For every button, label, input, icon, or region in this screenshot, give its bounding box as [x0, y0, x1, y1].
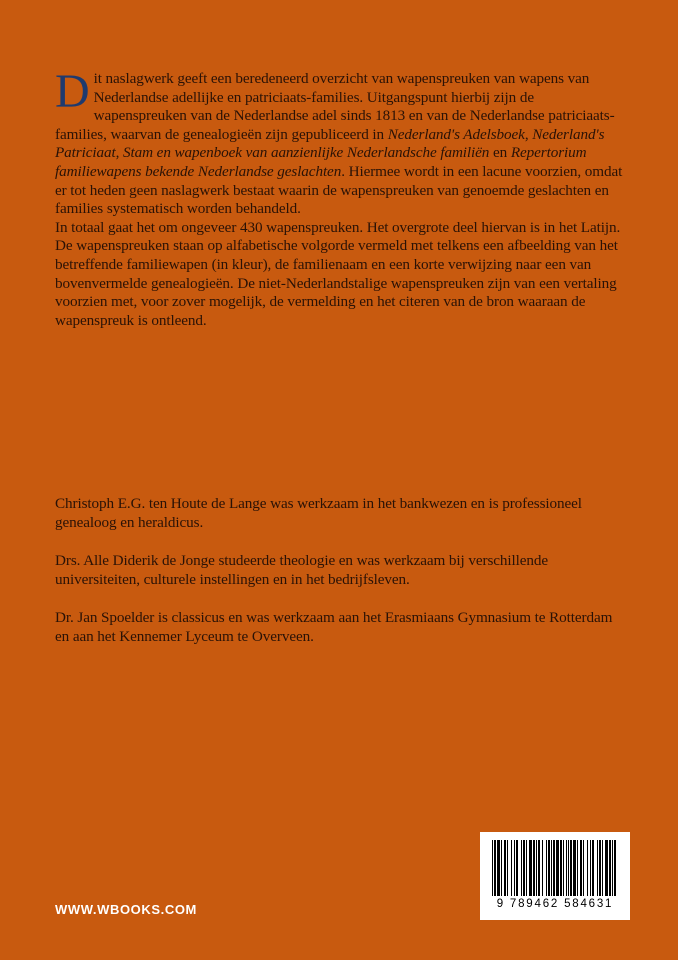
author-bio-spoelder: Dr. Jan Spoelder is classicus en was werkzaam aan het Erasmiaans Gymnasium te Rotterdam en aan het Kennemer Lyceum te Overveen.	[55, 609, 613, 645]
blurb-text-b: . Hiermee wordt in een lacune voorzien, omdat er tot heden geen naslagwerk bestaat waarin de wapenspreuken van genoemde geslachten en families systematisch worden behandeld.	[55, 162, 623, 218]
barcode-icon	[492, 840, 618, 896]
isbn-number: 9 789462 584631	[496, 898, 614, 910]
book-title-patriciaat: Nederland's Patriciaat	[55, 125, 605, 162]
author-bios	[55, 495, 630, 667]
author-bio-de-jonge: Drs. Alle Diderik de Jonge studeerde theologie en was werkzaam bij verschillende universiteiten, culturele instellingen en in het bedrijfsleven.	[55, 552, 549, 588]
book-title-repertorium: Repertorium familiewapens bekende Nederlandse geslachten	[55, 144, 587, 180]
isbn-barcode	[480, 832, 630, 920]
separator: en	[489, 144, 511, 162]
blurb-text-a: it naslagwerk geeft een beredeneerd overzicht van wapenspreuken van wapens van Nederlandse adellijke en patriciaats-families. Uitgangspunt hierbij zijn de wapenspreuken van de Nederlandse adel sinds 1813 en van de Nederlandse patriciaats-families, waarvan de genealogieën zijn gepubliceerd in	[55, 70, 615, 143]
blurb-paragraph-2: In totaal gaat het om ongeveer 430 wapenspreuken. Het overgrote deel hiervan is in het Latijn. De wapenspreuken staan op alfabetische volgorde vermeld met telkens een afbeelding van het betreffende familiewapen (in kleur), de familienaam en een korte verwijzing naar een van bovenvermelde genealogieën. De niet-Nederlandstalige wapenspreuken zijn van een vertaling voorzien met, voor zover mogelijk, de vermelding en het citeren van de bron waaraan de wapenspreuk is ontleend.	[55, 218, 621, 329]
blurb-paragraph-1	[55, 65, 630, 219]
separator: ,	[524, 125, 533, 143]
drop-cap: D	[55, 65, 90, 118]
blurb-text	[55, 65, 630, 330]
book-title-stam-en-wapenboek: Stam en wapenboek van aanzienlijke Nederlandsche familiën	[123, 144, 490, 162]
publisher-website: WWW.WBOOKS.COM	[55, 902, 197, 917]
author-bio-ten-houte-de-lange: Christoph E.G. ten Houte de Lange was werkzaam in het bankwezen en is professioneel genealoog en heraldicus.	[55, 495, 582, 531]
book-title-adelsboek: Nederland's Adelsboek	[387, 125, 525, 143]
separator: ,	[115, 144, 123, 162]
